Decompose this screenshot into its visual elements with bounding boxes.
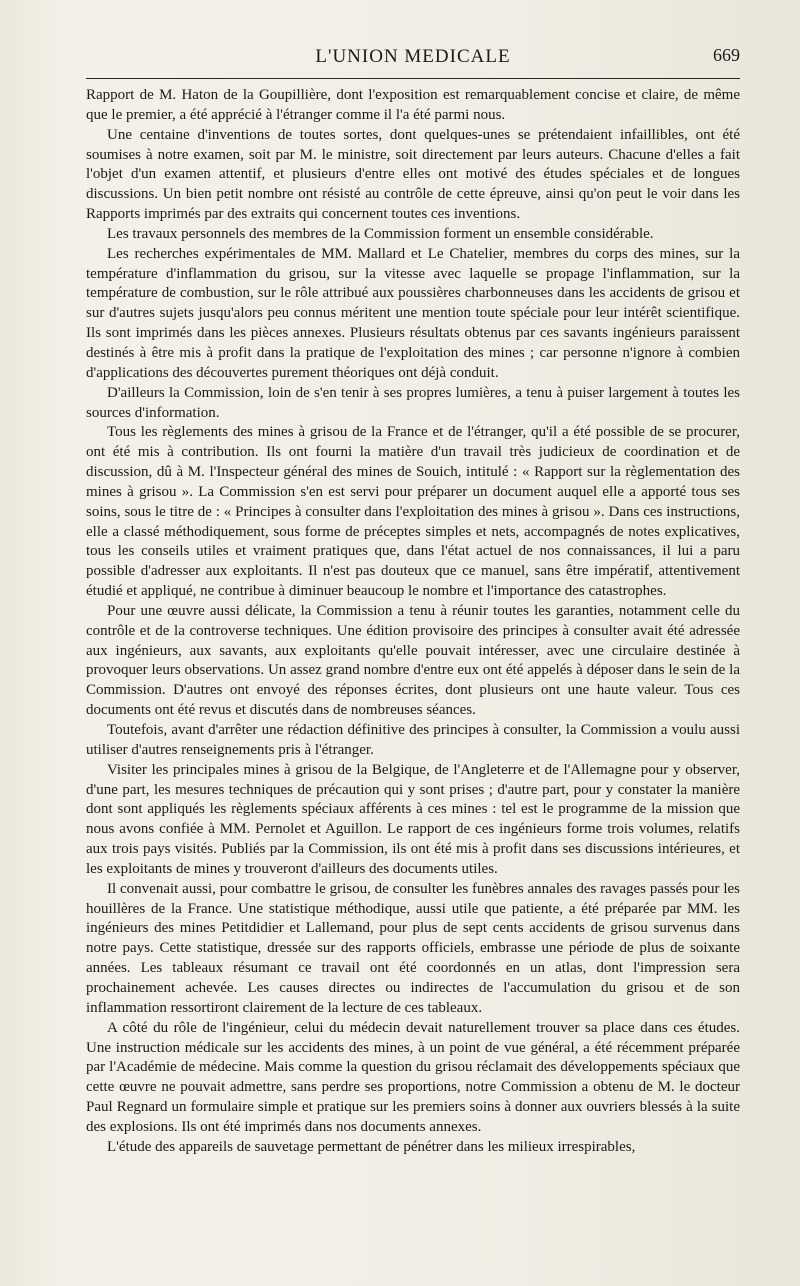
paragraph: Toutefois, avant d'arrêter une rédaction définitive des principes à consulter, la Commission a voulu aussi utiliser d'autres renseignements pris à l'étranger. [86,722,740,758]
paragraph: L'étude des appareils de sauvetage permettant de pénétrer dans les milieux irrespirables, [107,1138,636,1155]
article-body [86,86,740,1158]
paragraph: A côté du rôle de l'ingénieur, celui du médecin devait naturellement trouver sa place dans ces études. Une instruction médicale sur les accidents des mines, à un point de vue général, a été récemment préparée par l'Académie de médecine. Mais comme la question du grisou réclamait des développements spéciaux que cette œuvre ne pouvait admettre, sans perdre ses proportions, notre Commission a obtenu de M. le docteur Paul Regnard un formulaire simple et pratique sur les premiers soins à donner aux ouvriers blessés à la suite des explosions. Ils ont été imprimés dans nos documents annexes. [86,1019,740,1135]
paragraph: Les travaux personnels des membres de la Commission forment un ensemble considérable. [107,225,654,242]
paragraph: D'ailleurs la Commission, loin de s'en tenir à ses propres lumières, a tenu à puiser largement à toutes les sources d'information. [86,384,740,421]
paragraph: Visiter les principales mines à grisou de la Belgique, de l'Angleterre et de l'Allemagne pour y observer, d'une part, les mesures techniques de précaution qui y sont prises ; d'autre part, pour y constater la manière dont sont appliqués les règlements spéciaux afférents à ces mines : tel est le programme de la mission que nous avons confiée à MM. Pernolet et Aguillon. Le rapport de ces ingénieurs forme trois volumes, relatifs aux trois pays visités. Publiés par la Commission, ils ont été mis à profit dans ses discussions intérieures, et les exploitants de mines y trouveront d'ailleurs des documents utiles. [86,761,740,877]
paragraph: Rapport de M. Haton de la Goupillière, dont l'exposition est remarquablement concise et claire, de même que le premier, a été apprécié à l'étranger comme il l'a été parmi nous. [86,87,740,123]
paragraph: Il convenait aussi, pour combattre le grisou, de consulter les funèbres annales des ravages passés pour les houillères de la France. Une statistique méthodique, aussi utile que patiente, a été préparée par MM. les ingénieurs des mines Petitdidier et Lallemand, pour plus de sept cents accidents de grisou survenus dans notre pays. Cette statistique, dressée sur des rapports officiels, embrasse une période de plus de soixante années. Les tableaux résumant ce travail ont été coordonnés en un atlas, dont l'impression sera prochainement achevée. Les causes directes ou indirectes de l'accumulation du grisou et de son inflammation ressortiront clairement de la lecture de ces tableaux. [86,880,740,1016]
paragraph: Une centaine d'inventions de toutes sortes, dont quelques-unes se prétendaient infaillibles, ont été soumises à notre examen, soit par M. le ministre, soit directement par leurs auteurs. Chacune d'elles a fait l'objet d'un examen attentif, et plusieurs d'entre elles ont motivé des études spéciales et de longues discussions. Un bien petit nombre ont résisté au contrôle de cette épreuve, ainsi qu'on peut le voir dans les Rapports imprimés par des extraits qui concernent toutes ces inventions. [86,126,740,223]
journal-title: L'UNION MEDICALE [315,46,511,67]
header-rule [86,78,740,79]
paragraph: Tous les règlements des mines à grisou de la France et de l'étranger, qu'il a été possible de se procurer, ont été mis à contribution. Ils ont fourni la matière d'un travail très judicieux de coordination et de discussion, dû à M. l'Inspecteur général des mines de Souich, intitulé : « Rapport sur la règlementation des mines à grisou ». La Commission s'en est servi pour préparer un document auquel elle a apporté tous ses soins, sous le titre de : « Principes à consulter dans l'exploitation des mines à grisou ». Dans ces instructions, elle a classé méthodiquement, sous forme de préceptes simples et nets, accompagnés de notes explicatives, tous les conseils utiles et vraiment pratiques que, dans l'état actuel de nos connaissances, il lui a paru possible d'adresser aux exploitants. Il n'est pas douteux que ce manuel, sans être impératif, attentivement étudié et appliqué, ne contribue à diminuer beaucoup le nombre et l'importance des catastrophes. [86,424,740,600]
page-number: 669 [713,45,740,65]
paragraph: Pour une œuvre aussi délicate, la Commission a tenu à réunir toutes les garanties, notamment celle du contrôle et de la controverse techniques. Une édition provisoire des principes à consulter avait été adressée aux ingénieurs, aux savants, aux exploitants qu'elle pouvait intéresser, avec une circulaire destinée à provoquer leurs observations. Un assez grand nombre d'entre eux ont été appelés à déposer dans le sein de la Commission. D'autres ont envoyé des réponses écrites, dont plusieurs ont une haute valeur. Tous ces documents ont été revus et discutés dans de nombreuses séances. [86,602,740,719]
page-header [86,40,740,74]
paragraph: Les recherches expérimentales de MM. Mallard et Le Chatelier, membres du corps des mines, sur la température d'inflammation du grisou, sur la vitesse avec laquelle se propage l'inflammation, sur la température de combustion, sur le rôle attribué aux poussières charbonneuses dans les accidents de grisou et sur d'autres sujets jusqu'alors peu connus méritent une mention toute spéciale pour leur intérêt scientifique. Ils sont imprimés dans les pièces annexes. Plusieurs résultats obtenus par ces savants ingénieurs paraissent destinés à être mis à profit dans la pratique de l'exploitation des mines ; car personne n'ignore à combien d'applications des découvertes purement théoriques ont déjà conduit. [86,245,740,381]
